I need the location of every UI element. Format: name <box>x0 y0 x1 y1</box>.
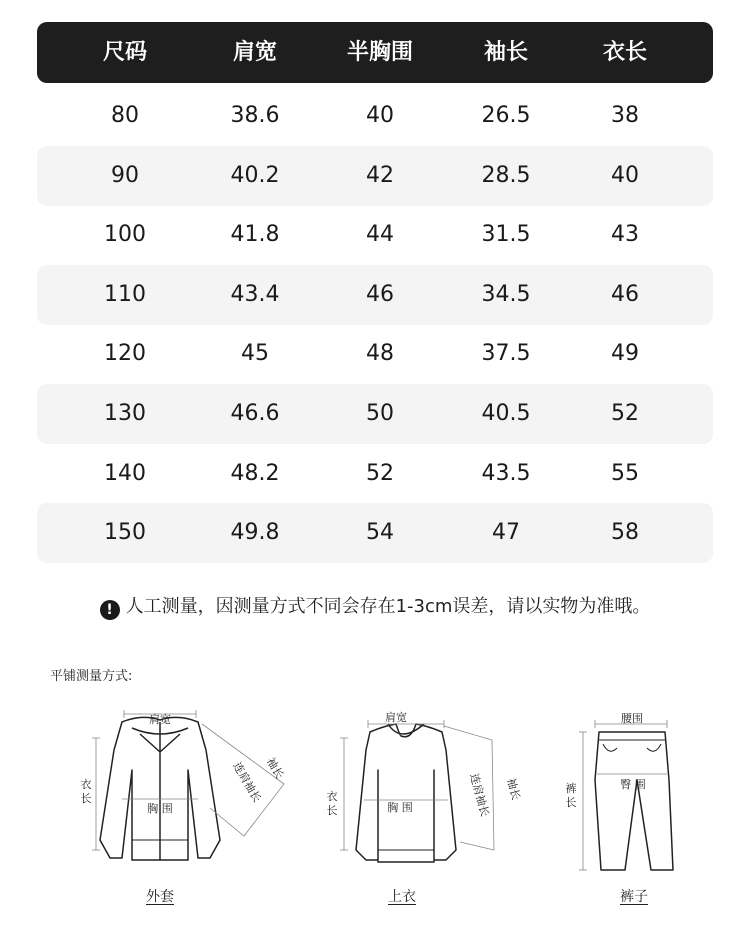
table-row <box>37 444 713 504</box>
top-diagram <box>310 700 530 880</box>
cell-shoulder: 40.2 <box>230 162 280 188</box>
cell-length: 38 <box>611 103 639 128</box>
cell-half-chest: 48 <box>366 341 394 367</box>
top-length-label-1: 衣 <box>326 790 338 803</box>
jacket-sleeve-label: 袖长 <box>263 755 287 782</box>
cell-shoulder: 38.6 <box>230 103 280 128</box>
pants-length-label-1: 裤 <box>565 782 577 795</box>
cell-size: 150 <box>104 520 146 546</box>
table-header <box>37 22 713 83</box>
cell-size: 110 <box>104 281 146 307</box>
top-chest-label: 胸 围 <box>387 801 413 814</box>
cell-sleeve: 37.5 <box>481 341 531 367</box>
table-row <box>37 384 713 444</box>
cell-half-chest: 50 <box>366 401 394 426</box>
top-sleeve-label: 袖长 <box>504 776 523 802</box>
top-raglan-label: 连肩袖长 <box>467 772 492 819</box>
cell-shoulder: 46.6 <box>230 401 280 426</box>
top-shoulder-label: 肩宽 <box>385 711 407 724</box>
table-row <box>37 324 713 384</box>
table-row <box>37 503 713 563</box>
pants-diagram <box>555 700 715 880</box>
header-half-chest: 半胸围 <box>346 40 413 65</box>
method-label: 平铺测量方式: <box>50 669 133 684</box>
jacket-raglan-label: 连肩袖长 <box>230 759 264 805</box>
cell-size: 100 <box>104 222 146 248</box>
cell-shoulder: 43.4 <box>230 281 280 307</box>
pants-hip-label: 臀 围 <box>620 778 646 791</box>
cell-length: 49 <box>611 341 639 367</box>
pants-waist-label: 腰围 <box>621 712 643 725</box>
cell-shoulder: 41.8 <box>230 222 280 248</box>
cell-half-chest: 40 <box>366 103 394 128</box>
cell-half-chest: 52 <box>366 460 394 486</box>
cell-half-chest: 54 <box>366 520 394 546</box>
table-row <box>37 146 713 206</box>
cell-length: 46 <box>611 281 639 307</box>
cell-sleeve: 26.5 <box>481 103 531 128</box>
header-size: 尺码 <box>102 40 147 65</box>
cell-length: 55 <box>611 460 639 486</box>
exclamation-circle-icon: ! <box>100 600 120 620</box>
cell-shoulder: 48.2 <box>230 460 280 486</box>
header-length: 衣长 <box>602 40 647 65</box>
cell-half-chest: 46 <box>366 281 394 307</box>
cell-length: 43 <box>611 222 639 248</box>
cell-shoulder: 49.8 <box>230 520 280 546</box>
jacket-shoulder-label: 肩宽 <box>149 713 171 726</box>
cell-sleeve: 34.5 <box>481 281 531 307</box>
header-shoulder: 肩宽 <box>232 40 277 65</box>
jacket-length-label-1: 衣 <box>80 778 92 791</box>
cell-sleeve: 28.5 <box>481 162 531 188</box>
cell-half-chest: 44 <box>366 222 394 248</box>
cell-sleeve: 43.5 <box>481 460 531 486</box>
cell-sleeve: 31.5 <box>481 222 531 248</box>
pants-length-label-2: 长 <box>565 796 577 809</box>
cell-size: 80 <box>111 103 139 128</box>
table-row <box>37 205 713 265</box>
top-length-label-2: 长 <box>326 804 338 817</box>
cell-sleeve: 47 <box>492 520 520 546</box>
top-caption: 上衣 <box>388 889 416 905</box>
cell-shoulder: 45 <box>241 341 269 367</box>
jacket-caption: 外套 <box>146 889 174 905</box>
cell-sleeve: 40.5 <box>481 401 531 426</box>
cell-length: 58 <box>611 520 639 546</box>
cell-size: 90 <box>111 162 139 188</box>
jacket-length-label-2: 长 <box>80 792 92 805</box>
cell-size: 130 <box>104 401 146 426</box>
cell-half-chest: 42 <box>366 162 394 188</box>
jacket-diagram <box>60 700 300 880</box>
measurement-note <box>0 593 750 621</box>
cell-size: 120 <box>104 341 146 367</box>
table-row <box>37 86 713 146</box>
pants-caption: 裤子 <box>620 889 648 905</box>
header-sleeve: 袖长 <box>483 40 528 65</box>
cell-length: 40 <box>611 162 639 188</box>
jacket-chest-label: 胸 围 <box>147 802 173 815</box>
note-text: 人工测量，因测量方式不同会存在1-3cm误差，请以实物为准哦。 <box>125 596 651 617</box>
cell-size: 140 <box>104 460 146 486</box>
cell-length: 52 <box>611 401 639 426</box>
table-row <box>37 265 713 325</box>
